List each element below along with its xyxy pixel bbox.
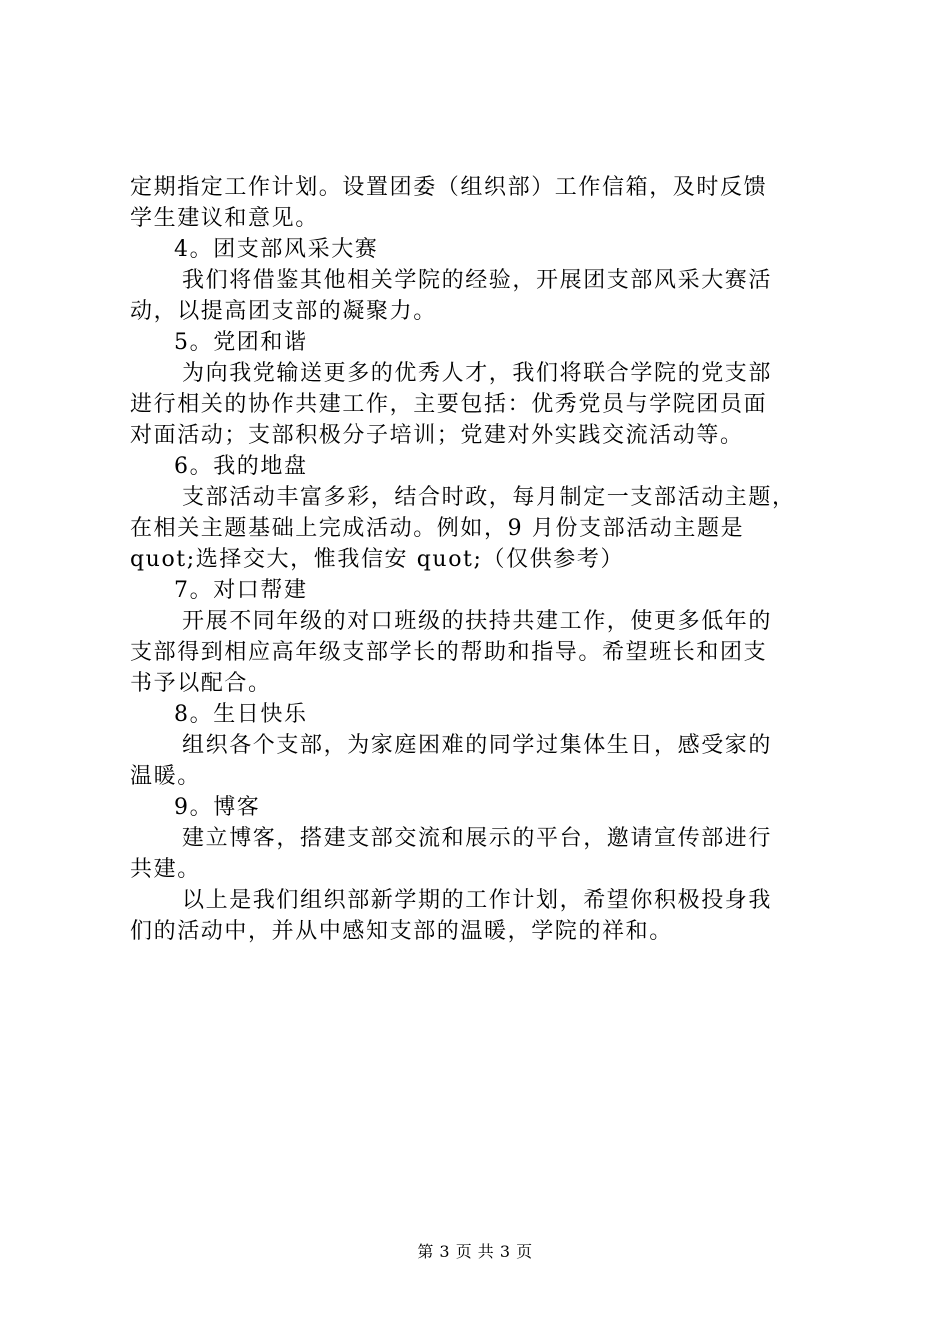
text-line: 我们将借鉴其他相关学院的经验，开展团支部风采大赛活 [182, 268, 773, 293]
text-line: 支部得到相应高年级支部学长的帮助和指导。希望班长和团支 [130, 640, 768, 665]
text-line: 对面活动；支部积极分子培训；党建对外实践交流活动等。 [130, 423, 744, 448]
section-heading-9: 9。博客 [174, 795, 261, 820]
text-line: 以上是我们组织部新学期的工作计划，希望你积极投身我 [182, 888, 773, 913]
text-line: 动，以提高团支部的凝聚力。 [130, 299, 437, 324]
document-body [130, 172, 835, 947]
section-heading-6: 6。我的地盘 [174, 454, 308, 479]
text-line: quot;选择交大，惟我信安 quot;（仅供参考） [130, 547, 625, 572]
text-line: 书予以配合。 [130, 671, 272, 696]
text-line: 在相关主题基础上完成活动。例如，9 月份支部活动主题是 [130, 516, 745, 541]
text-line: 开展不同年级的对口班级的扶持共建工作，使更多低年的 [182, 609, 773, 634]
text-line: 们的活动中，并从中感知支部的温暖，学院的祥和。 [130, 919, 673, 944]
section-heading-5: 5。党团和谐 [174, 330, 308, 355]
text-line: 建立博客，搭建支部交流和展示的平台，邀请宣传部进行 [182, 826, 773, 851]
section-heading-7: 7。对口帮建 [174, 578, 308, 603]
text-line: 支部活动丰富多彩，结合时政，每月制定一支部活动主题， [182, 485, 796, 510]
text-line: 为向我党输送更多的优秀人才，我们将联合学院的党支部 [182, 361, 773, 386]
text-line: 进行相关的协作共建工作，主要包括：优秀党员与学院团员面 [130, 392, 768, 417]
text-line: 温暖。 [130, 764, 201, 789]
text-line: 学生建议和意见。 [130, 206, 319, 231]
text-line: 组织各个支部，为家庭困难的同学过集体生日，感受家的 [182, 733, 773, 758]
page-number-footer: 第 3 页 共 3 页 [417, 1242, 533, 1261]
text-line: 共建。 [130, 857, 201, 882]
text-line: 定期指定工作计划。设置团委（组织部）工作信箱，及时反馈 [130, 175, 768, 200]
section-heading-8: 8。生日快乐 [174, 702, 308, 727]
section-heading-4: 4。团支部风采大赛 [174, 237, 379, 262]
